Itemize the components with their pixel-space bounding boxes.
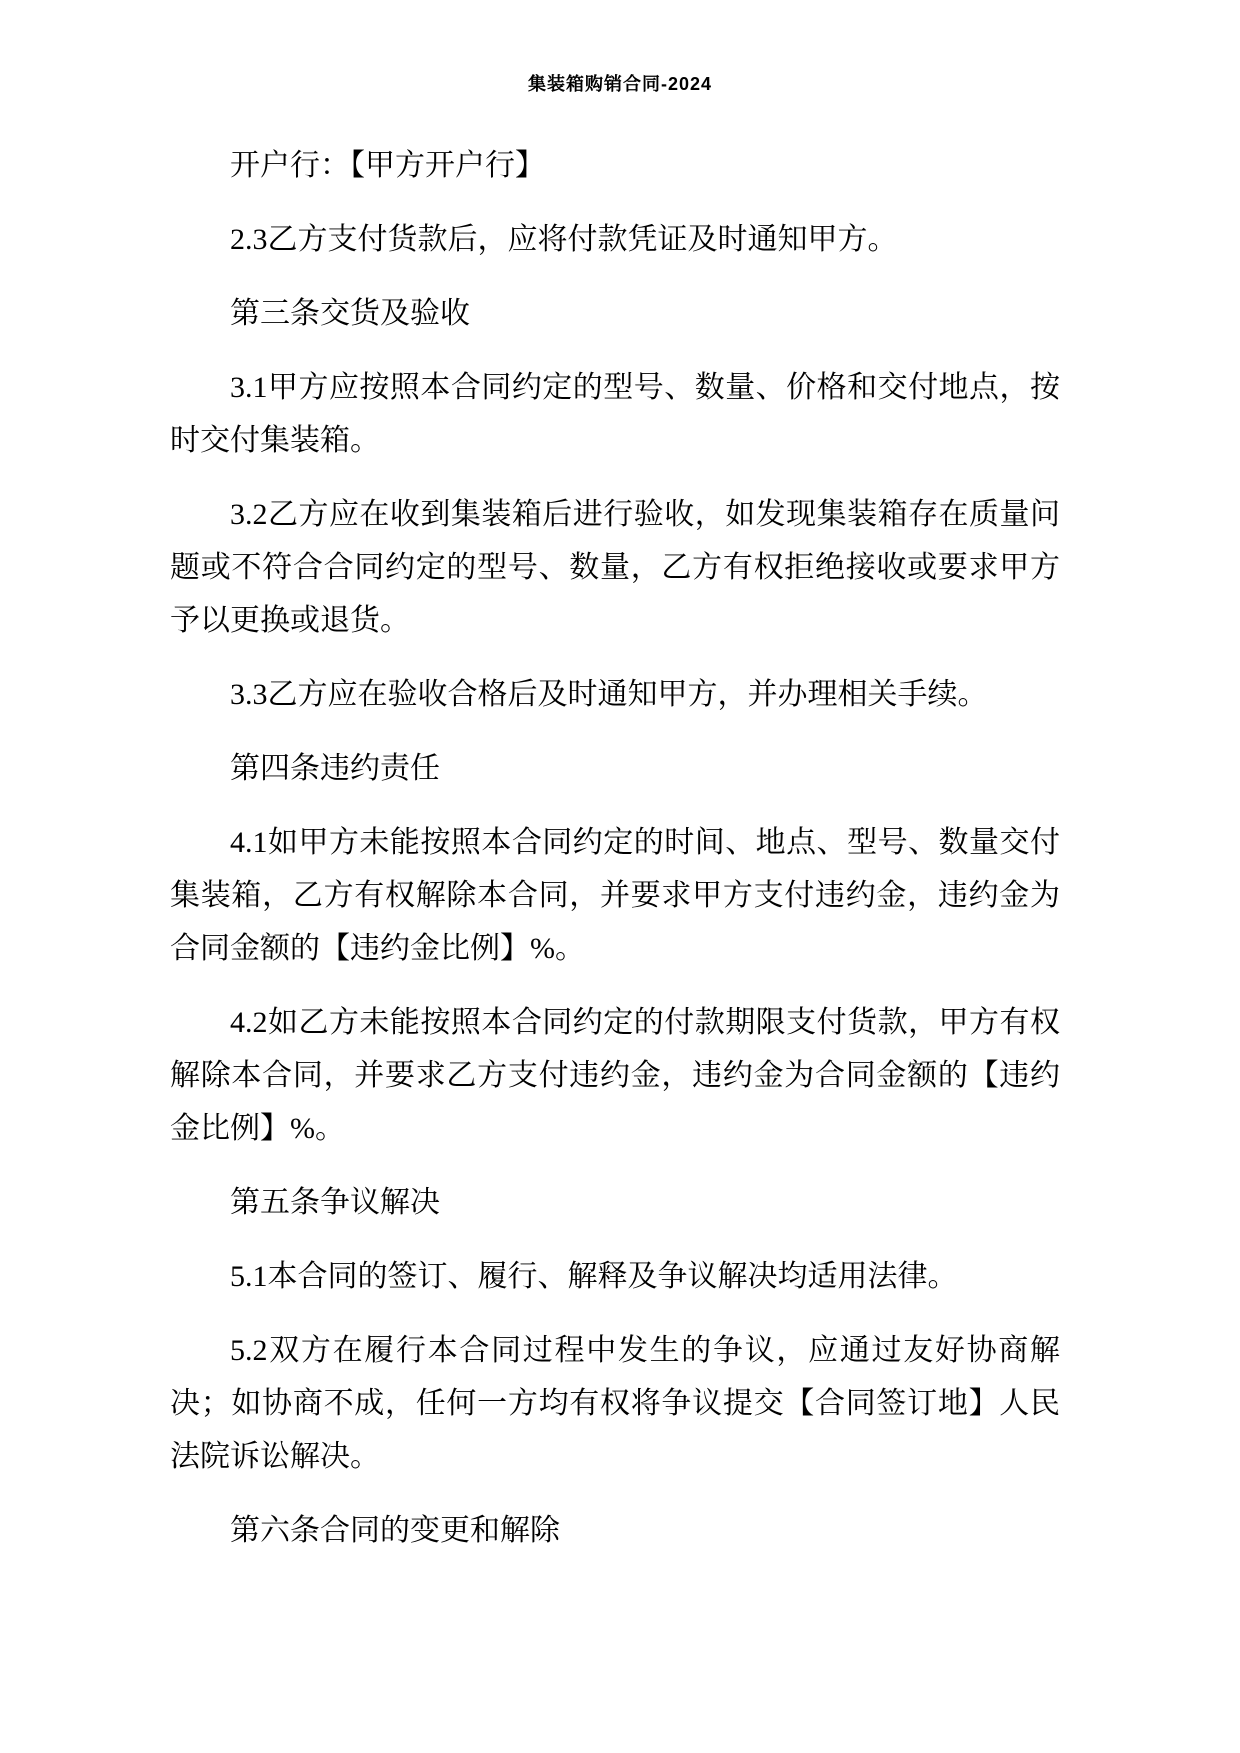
document-title: 集装箱购销合同-2024	[527, 74, 713, 94]
section-heading: 第四条违约责任	[230, 752, 440, 785]
clause-paragraph: 4.2如乙方未能按照本合同约定的付款期限支付货款，甲方有权解除本合同，并要求乙方支付违约金，违约金为合同金额的【违约金比例】%。	[170, 1006, 1060, 1145]
page-header	[0, 72, 1240, 96]
clause-paragraph: 3.2乙方应在收到集装箱后进行验收，如发现集装箱存在质量问题或不符合合同约定的型号、数量，乙方有权拒绝接收或要求甲方予以更换或退货。	[170, 498, 1060, 637]
section-heading: 第五条争议解决	[230, 1186, 440, 1219]
clause-paragraph: 开户行：【甲方开户行】	[230, 149, 545, 182]
clause-paragraph: 2.3乙方支付货款后，应将付款凭证及时通知甲方。	[230, 223, 898, 256]
section-heading: 第六条合同的变更和解除	[230, 1514, 560, 1547]
clause-paragraph: 3.3乙方应在验收合格后及时通知甲方，并办理相关手续。	[230, 678, 988, 711]
clause-paragraph: 5.2双方在履行本合同过程中发生的争议，应通过友好协商解决；如协商不成，任何一方均有权将争议提交【合同签订地】人民法院诉讼解决。	[170, 1334, 1060, 1473]
document-body	[0, 139, 1240, 1557]
clause-paragraph: 4.1如甲方未能按照本合同约定的时间、地点、型号、数量交付集装箱，乙方有权解除本合同，并要求甲方支付违约金，违约金为合同金额的【违约金比例】%。	[170, 826, 1060, 965]
clause-paragraph: 5.1本合同的签订、履行、解释及争议解决均适用法律。	[230, 1260, 958, 1293]
section-heading: 第三条交货及验收	[230, 297, 470, 330]
clause-paragraph: 3.1甲方应按照本合同约定的型号、数量、价格和交付地点，按时交付集装箱。	[170, 371, 1060, 457]
